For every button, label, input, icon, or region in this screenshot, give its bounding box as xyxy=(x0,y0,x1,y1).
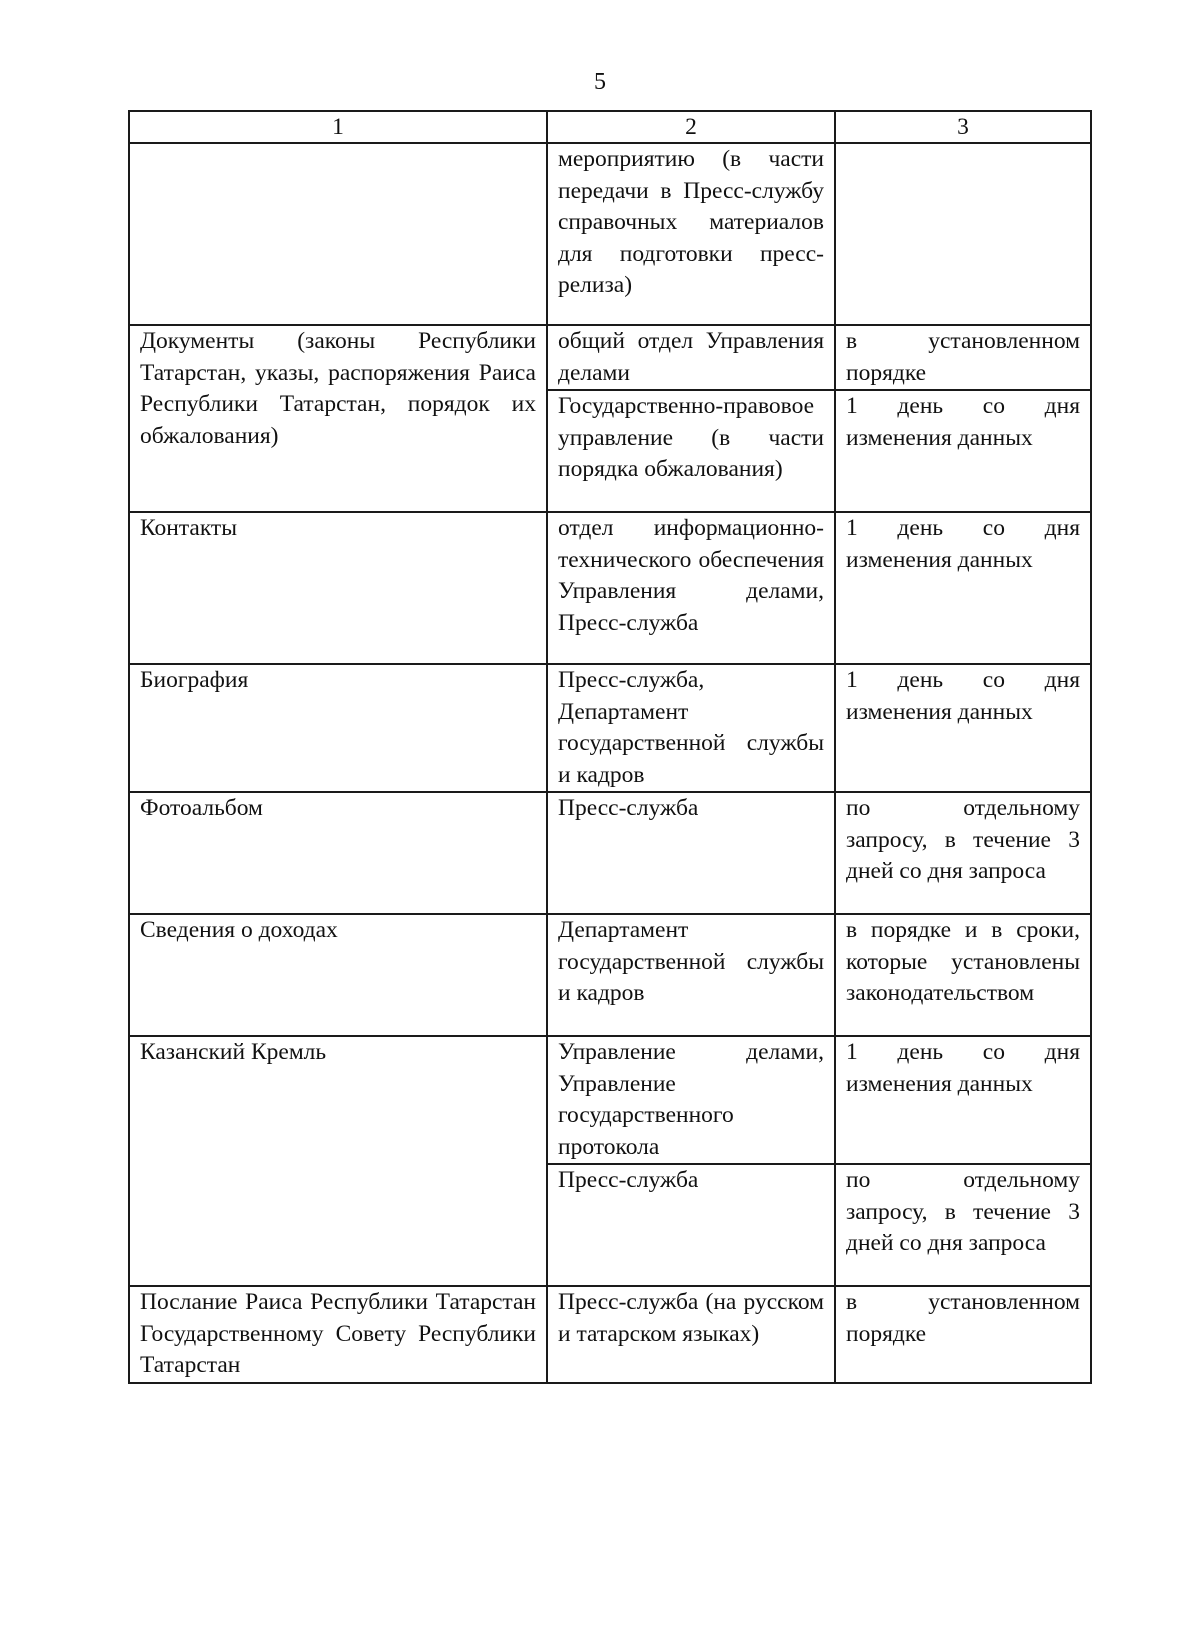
table-cell-section: Контакты xyxy=(129,512,547,664)
table-cell-deadline: в порядке и в сроки, которые установлены законодательством xyxy=(835,914,1091,1036)
table-cell-responsible: отдел информационно-технического обеспечения Управления делами, Пресс-служба xyxy=(547,512,835,664)
table-cell-deadline: 1 день со дня изменения данных xyxy=(835,512,1091,664)
table-cell-section: Фотоальбом xyxy=(129,792,547,914)
table-cell-section: Сведения о доходах xyxy=(129,914,547,1036)
table-row xyxy=(129,512,1091,664)
table-cell-deadline: в установленном порядке xyxy=(835,325,1091,390)
table-cell-responsible: Пресс-служба xyxy=(547,1164,835,1286)
table-cell-responsible: Пресс-служба (на русском и татарском языках) xyxy=(547,1286,835,1383)
table-row xyxy=(129,914,1091,1036)
table-cell-responsible: Пресс-служба xyxy=(547,792,835,914)
table-cell-deadline: 1 день со дня изменения данных xyxy=(835,390,1091,512)
table-row xyxy=(129,664,1091,792)
table-cell-section: Документы (законы Республики Татарстан, указы, распоряжения Раиса Республики Татарстан, порядок их обжалования) xyxy=(129,325,547,512)
page-number: 5 xyxy=(594,69,606,95)
table-cell-deadline: в установленном порядке xyxy=(835,1286,1091,1383)
table-row xyxy=(129,325,1091,390)
table-cell-deadline xyxy=(835,143,1091,325)
table-cell-section: Биография xyxy=(129,664,547,792)
table-header-row xyxy=(129,111,1091,143)
header-cell: 1 xyxy=(129,111,547,143)
table-cell-section: Послание Раиса Республики Татарстан Государственному Совету Республики Татарстан xyxy=(129,1286,547,1383)
header-cell: 3 xyxy=(835,111,1091,143)
table-cell-responsible: Департамент государственной службы и кадров xyxy=(547,914,835,1036)
table-cell-deadline: 1 день со дня изменения данных xyxy=(835,664,1091,792)
table-cell-responsible: Государственно-правовое управление (в части порядка обжалования) xyxy=(547,390,835,512)
table-cell-deadline: по отдельному запросу, в течение 3 дней со дня запроса xyxy=(835,792,1091,914)
table-cell-responsible: Пресс-служба, Департамент государственной службы и кадров xyxy=(547,664,835,792)
table-row xyxy=(129,1036,1091,1164)
table-row xyxy=(129,143,1091,325)
table-row xyxy=(129,1286,1091,1383)
table-cell-responsible: мероприятию (в части передачи в Пресс-службу справочных материалов для подготовки пресс-релиза) xyxy=(547,143,835,325)
header-cell: 2 xyxy=(547,111,835,143)
table-cell-section xyxy=(129,143,547,325)
table-cell-deadline: по отдельному запросу, в течение 3 дней со дня запроса xyxy=(835,1164,1091,1286)
table-cell-responsible: Управление делами, Управление государственного протокола xyxy=(547,1036,835,1164)
table-row xyxy=(129,792,1091,914)
document-table xyxy=(128,110,1092,1384)
table-cell-responsible: общий отдел Управления делами xyxy=(547,325,835,390)
table-cell-deadline: 1 день со дня изменения данных xyxy=(835,1036,1091,1164)
table-cell-section: Казанский Кремль xyxy=(129,1036,547,1286)
